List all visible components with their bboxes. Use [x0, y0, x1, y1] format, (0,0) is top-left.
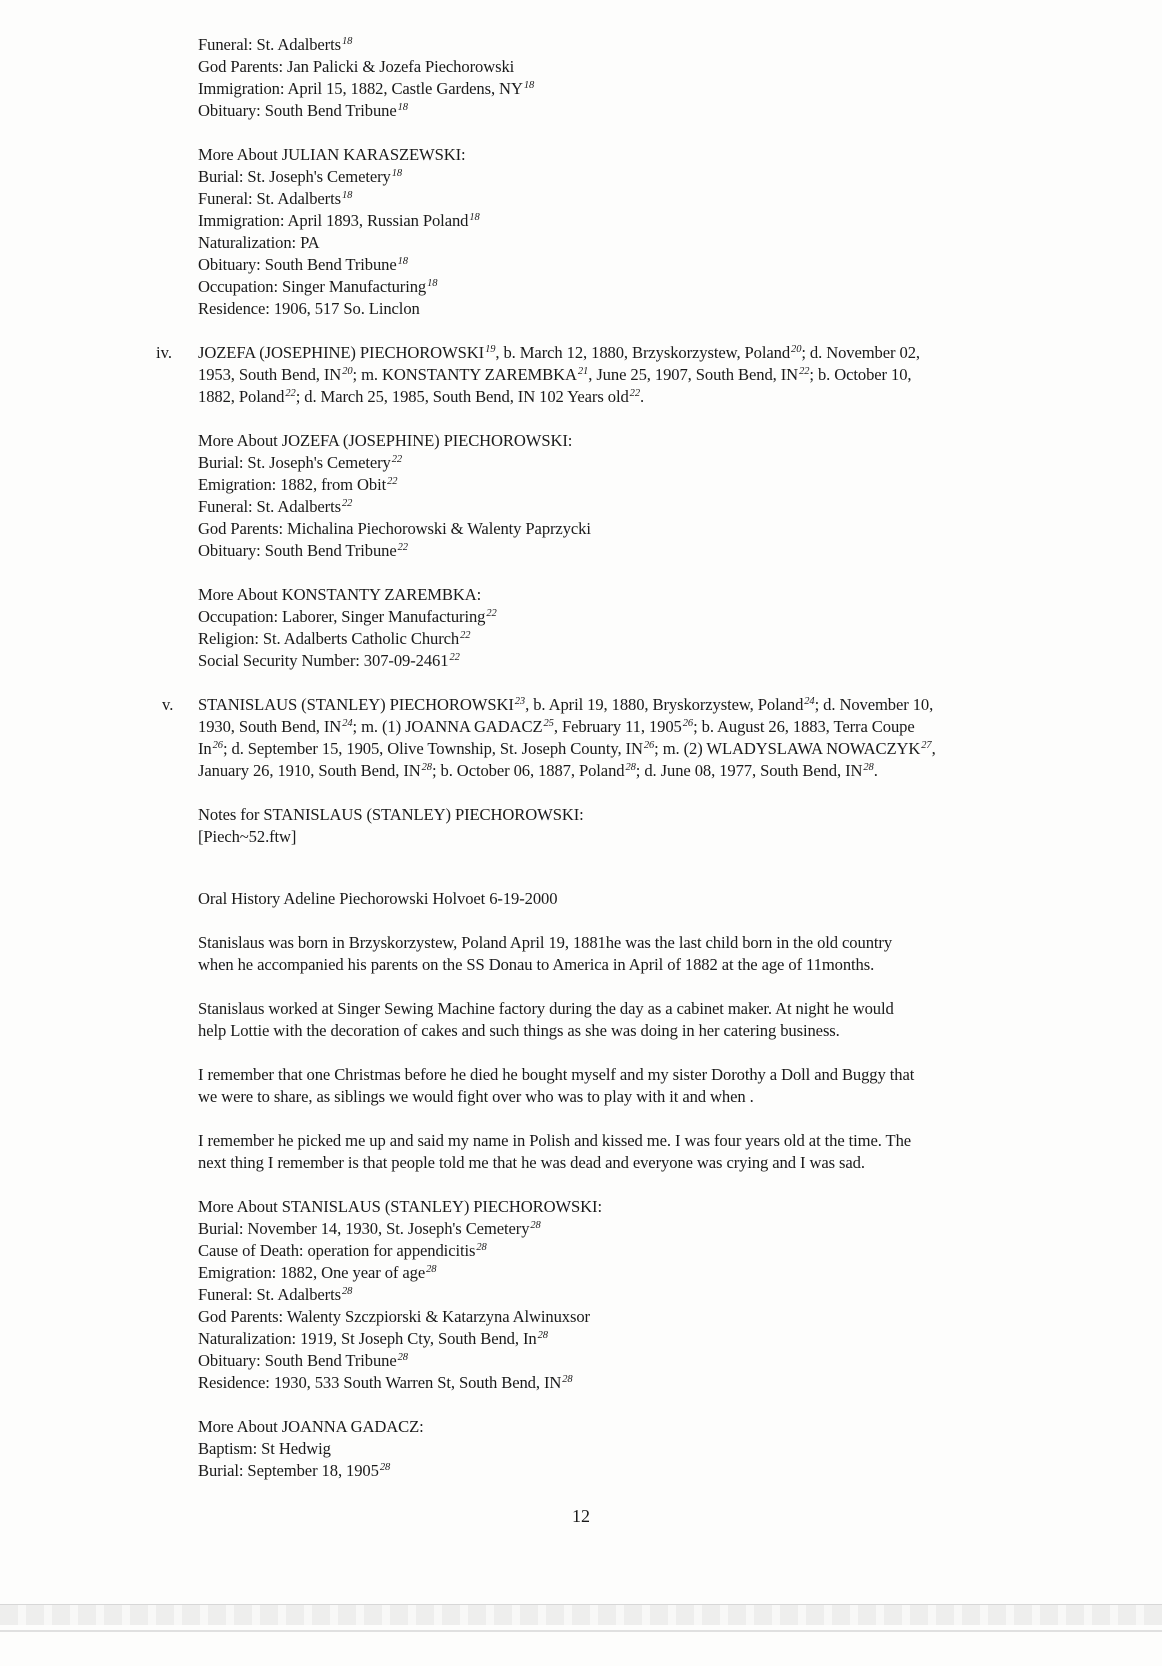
text-line — [198, 188, 352, 210]
text-segment: Burial: St. Joseph's Cemetery — [198, 453, 391, 472]
text-line — [198, 606, 497, 628]
text-segment: More About STANISLAUS (STANLEY) PIECHOROWSKI: — [198, 1197, 602, 1216]
text-segment: . — [639, 387, 645, 406]
text-line — [198, 78, 534, 100]
text-segment: More About JULIAN KARASZEWSKI: — [198, 145, 466, 164]
text-segment: I remember he picked me up and said my name in Polish and kissed me. I was four years old at the time. The — [198, 1131, 912, 1150]
text-line — [198, 804, 584, 826]
footnote-ref: 21 — [577, 366, 589, 377]
text-segment: Naturalization: PA — [198, 233, 320, 252]
text-segment: Immigration: April 1893, Russian Poland — [198, 211, 469, 230]
text-segment: ; b. October 06, 1887, Poland — [431, 761, 625, 780]
text-line — [198, 1284, 352, 1306]
text-line — [198, 276, 437, 298]
footnote-ref: 24 — [342, 718, 353, 729]
text-segment: JOZEFA (JOSEPHINE) PIECHOROWSKI — [198, 343, 485, 362]
text-line — [198, 1196, 602, 1218]
text-segment: , — [931, 739, 936, 758]
text-segment: Obituary: South Bend Tribune — [198, 255, 397, 274]
text-segment: Baptism: St Hedwig — [198, 1439, 331, 1458]
text-segment: [Piech~52.ftw] — [198, 827, 297, 846]
text-line — [198, 760, 878, 782]
text-line — [198, 1086, 754, 1108]
text-segment: Notes for STANISLAUS (STANLEY) PIECHOROWSKI: — [198, 805, 584, 824]
footnote-ref: 27 — [921, 740, 932, 751]
list-marker: v. — [162, 695, 174, 714]
list-marker: iv. — [156, 343, 172, 362]
text-line — [198, 298, 420, 320]
text-line — [198, 584, 481, 606]
footnote-ref: 18 — [397, 256, 408, 267]
footnote-ref: 28 — [537, 1330, 548, 1341]
text-segment: Oral History Adeline Piechorowski Holvoet 6-19-2000 — [198, 889, 558, 908]
scan-edge-line — [0, 1630, 1162, 1632]
footnote-ref: 28 — [426, 1264, 437, 1275]
footnote-ref: 28 — [397, 1352, 408, 1363]
text-segment: More About KONSTANTY ZAREMBKA: — [198, 585, 482, 604]
footnote-ref: 26 — [212, 740, 223, 751]
footnote-ref: 28 — [863, 762, 874, 773]
text-segment: when he accompanied his parents on the SS Donau to America in April of 1882 at the age of 11months. — [198, 955, 875, 974]
footnote-ref: 28 — [625, 762, 636, 773]
text-segment: Residence: 1930, 533 South Warren St, South Bend, IN — [198, 1373, 562, 1392]
text-segment: ; d. June 08, 1977, South Bend, IN — [635, 761, 863, 780]
text-line — [198, 56, 514, 78]
text-segment: Funeral: St. Adalberts — [198, 497, 341, 516]
text-segment: next thing I remember is that people told me that he was dead and everyone was crying and I was sad. — [198, 1153, 865, 1172]
page-number: 12 — [572, 1506, 590, 1526]
text-line — [198, 1064, 914, 1086]
text-line — [198, 998, 894, 1020]
footnote-ref: 22 — [629, 388, 640, 399]
text-segment: Burial: St. Joseph's Cemetery — [198, 167, 391, 186]
footnote-ref: 28 — [530, 1220, 541, 1231]
text-line — [198, 1416, 424, 1438]
text-line — [198, 1372, 573, 1394]
footnote-ref: 28 — [379, 1462, 391, 1473]
footnote-ref: 22 — [387, 476, 398, 487]
footnote-ref: 22 — [285, 388, 296, 399]
text-line — [198, 364, 911, 386]
footnote-ref: 26 — [682, 718, 694, 729]
text-line — [198, 826, 296, 848]
text-segment: ; b. October 10, — [809, 365, 912, 384]
text-segment: God Parents: Michalina Piechorowski & Walenty Paprzycki — [198, 519, 591, 538]
text-segment: 1882, Poland — [198, 387, 285, 406]
text-line — [198, 540, 408, 562]
text-line — [198, 1460, 390, 1482]
text-line — [198, 1328, 548, 1350]
text-segment: ; m. (2) WLADYSLAWA NOWACZYK — [654, 739, 921, 758]
text-line — [198, 628, 470, 650]
footnote-ref: 28 — [476, 1242, 487, 1253]
text-segment: ; d. November 10, — [814, 695, 934, 714]
text-segment: ; m. (1) JOANNA GADACZ — [352, 717, 543, 736]
text-segment: Obituary: South Bend Tribune — [198, 101, 397, 120]
text-segment: January 26, 1910, South Bend, IN — [198, 761, 421, 780]
text-segment: Occupation: Singer Manufacturing — [198, 277, 427, 296]
text-segment: Burial: November 14, 1930, St. Joseph's Cemetery — [198, 1219, 530, 1238]
text-segment: STANISLAUS (STANLEY) PIECHOROWSKI — [198, 695, 514, 714]
footnote-ref: 22 — [397, 542, 408, 553]
text-segment: God Parents: Jan Palicki & Jozefa Piechorowski — [198, 57, 515, 76]
text-line — [198, 1020, 840, 1042]
text-line — [198, 254, 408, 276]
text-line — [198, 1350, 408, 1372]
text-line — [198, 518, 591, 540]
footnote-ref: 25 — [543, 718, 554, 729]
text-line — [198, 738, 936, 760]
footnote-ref: 28 — [341, 1286, 353, 1297]
text-segment: ; d. September 15, 1905, Olive Township, St. Joseph County, IN — [222, 739, 643, 758]
text-line — [198, 496, 352, 518]
text-segment: In — [198, 739, 212, 758]
scan-edge-band — [0, 1604, 1162, 1625]
text-line — [198, 650, 460, 672]
text-segment: Funeral: St. Adalberts — [198, 35, 341, 54]
text-line — [198, 716, 915, 738]
footnote-ref: 22 — [391, 454, 403, 465]
text-segment: I remember that one Christmas before he died he bought myself and my sister Dorothy a Doll and Buggy that — [198, 1065, 915, 1084]
text-line — [198, 1262, 436, 1284]
footnote-ref: 18 — [341, 36, 353, 47]
text-segment: ; d. November 02, — [801, 343, 920, 362]
text-segment: Cause of Death: operation for appendicitis — [198, 1241, 476, 1260]
footnote-ref: 18 — [469, 212, 480, 223]
footnote-ref: 19 — [485, 344, 496, 355]
text-segment: ; m. KONSTANTY ZAREMBKA — [352, 365, 577, 384]
text-segment: Naturalization: 1919, St Joseph Cty, South Bend, In — [198, 1329, 537, 1348]
footnote-ref: 28 — [562, 1374, 573, 1385]
text-segment: Stanislaus was born in Brzyskorzystew, Poland April 19, 1881he was the last child born in the old country — [198, 933, 893, 952]
text-line — [198, 100, 408, 122]
text-segment: More About JOZEFA (JOSEPHINE) PIECHOROWSKI: — [198, 431, 573, 450]
text-segment: Obituary: South Bend Tribune — [198, 541, 397, 560]
footnote-ref: 22 — [449, 652, 460, 663]
text-segment: Immigration: April 15, 1882, Castle Gardens, NY — [198, 79, 523, 98]
footnote-ref: 22 — [799, 366, 810, 377]
text-line — [198, 166, 402, 188]
text-segment: , February 11, 1905 — [553, 717, 682, 736]
text-line — [198, 1240, 487, 1262]
text-segment: Funeral: St. Adalberts — [198, 1285, 341, 1304]
text-line — [198, 34, 352, 56]
text-segment: Social Security Number: 307-09-2461 — [198, 651, 449, 670]
text-segment: Obituary: South Bend Tribune — [198, 1351, 397, 1370]
footnote-ref: 28 — [421, 762, 432, 773]
text-line — [198, 694, 933, 716]
text-segment: 1953, South Bend, IN — [198, 365, 342, 384]
footnote-ref: 22 — [486, 608, 497, 619]
text-line — [198, 210, 480, 232]
footnote-ref: 24 — [804, 696, 815, 707]
text-line — [198, 342, 920, 364]
footnote-ref: 23 — [514, 696, 526, 707]
text-segment: Emigration: 1882, from Obit — [198, 475, 387, 494]
text-segment: Emigration: 1882, One year of age — [198, 1263, 426, 1282]
text-segment: Residence: 1906, 517 So. Linclon — [198, 299, 420, 318]
text-line — [198, 232, 320, 254]
text-segment: God Parents: Walenty Szczpiorski & Katarzyna Alwinuxsor — [198, 1307, 590, 1326]
text-segment: Religion: St. Adalberts Catholic Church — [198, 629, 460, 648]
text-line — [198, 1218, 541, 1240]
footnote-ref: 22 — [341, 498, 353, 509]
text-segment: Occupation: Laborer, Singer Manufacturing — [198, 607, 486, 626]
text-segment: ; d. March 25, 1985, South Bend, IN 102 Years old — [295, 387, 629, 406]
text-line — [198, 1130, 911, 1152]
text-segment: Funeral: St. Adalberts — [198, 189, 341, 208]
text-segment: 1930, South Bend, IN — [198, 717, 342, 736]
text-segment: Burial: September 18, 1905 — [198, 1461, 379, 1480]
text-line — [198, 1306, 590, 1328]
text-line — [198, 474, 397, 496]
footnote-ref: 26 — [643, 740, 655, 751]
footnote-ref: 18 — [427, 278, 438, 289]
text-line — [198, 954, 874, 976]
footnote-ref: 18 — [391, 168, 403, 179]
text-line — [198, 1152, 865, 1174]
text-segment: Stanislaus worked at Singer Sewing Machine factory during the day as a cabinet maker. At night he would — [198, 999, 894, 1018]
text-line — [198, 888, 557, 910]
text-line — [198, 452, 402, 474]
text-segment: , June 25, 1907, South Bend, IN — [588, 365, 799, 384]
text-segment: we were to share, as siblings we would fight over who was to play with it and when . — [198, 1087, 754, 1106]
footnote-ref: 18 — [341, 190, 353, 201]
text-segment: More About JOANNA GADACZ: — [198, 1417, 424, 1436]
text-segment: . — [873, 761, 878, 780]
text-line — [198, 932, 892, 954]
footnote-ref: 20 — [791, 344, 802, 355]
text-segment: , b. April 19, 1880, Bryskorzystew, Poland — [525, 695, 804, 714]
text-line — [198, 430, 572, 452]
text-line — [198, 1438, 331, 1460]
text-segment: help Lottie with the decoration of cakes and such things as she was doing in her catering business. — [198, 1021, 840, 1040]
text-line — [198, 386, 644, 408]
footnote-ref: 18 — [523, 80, 535, 91]
footnote-ref: 22 — [460, 630, 471, 641]
footnote-ref: 18 — [397, 102, 408, 113]
footnote-ref: 20 — [342, 366, 353, 377]
text-segment: , b. March 12, 1880, Brzyskorzystew, Poland — [495, 343, 791, 362]
text-segment: ; b. August 26, 1883, Terra Coupe — [693, 717, 915, 736]
text-line — [198, 144, 466, 166]
